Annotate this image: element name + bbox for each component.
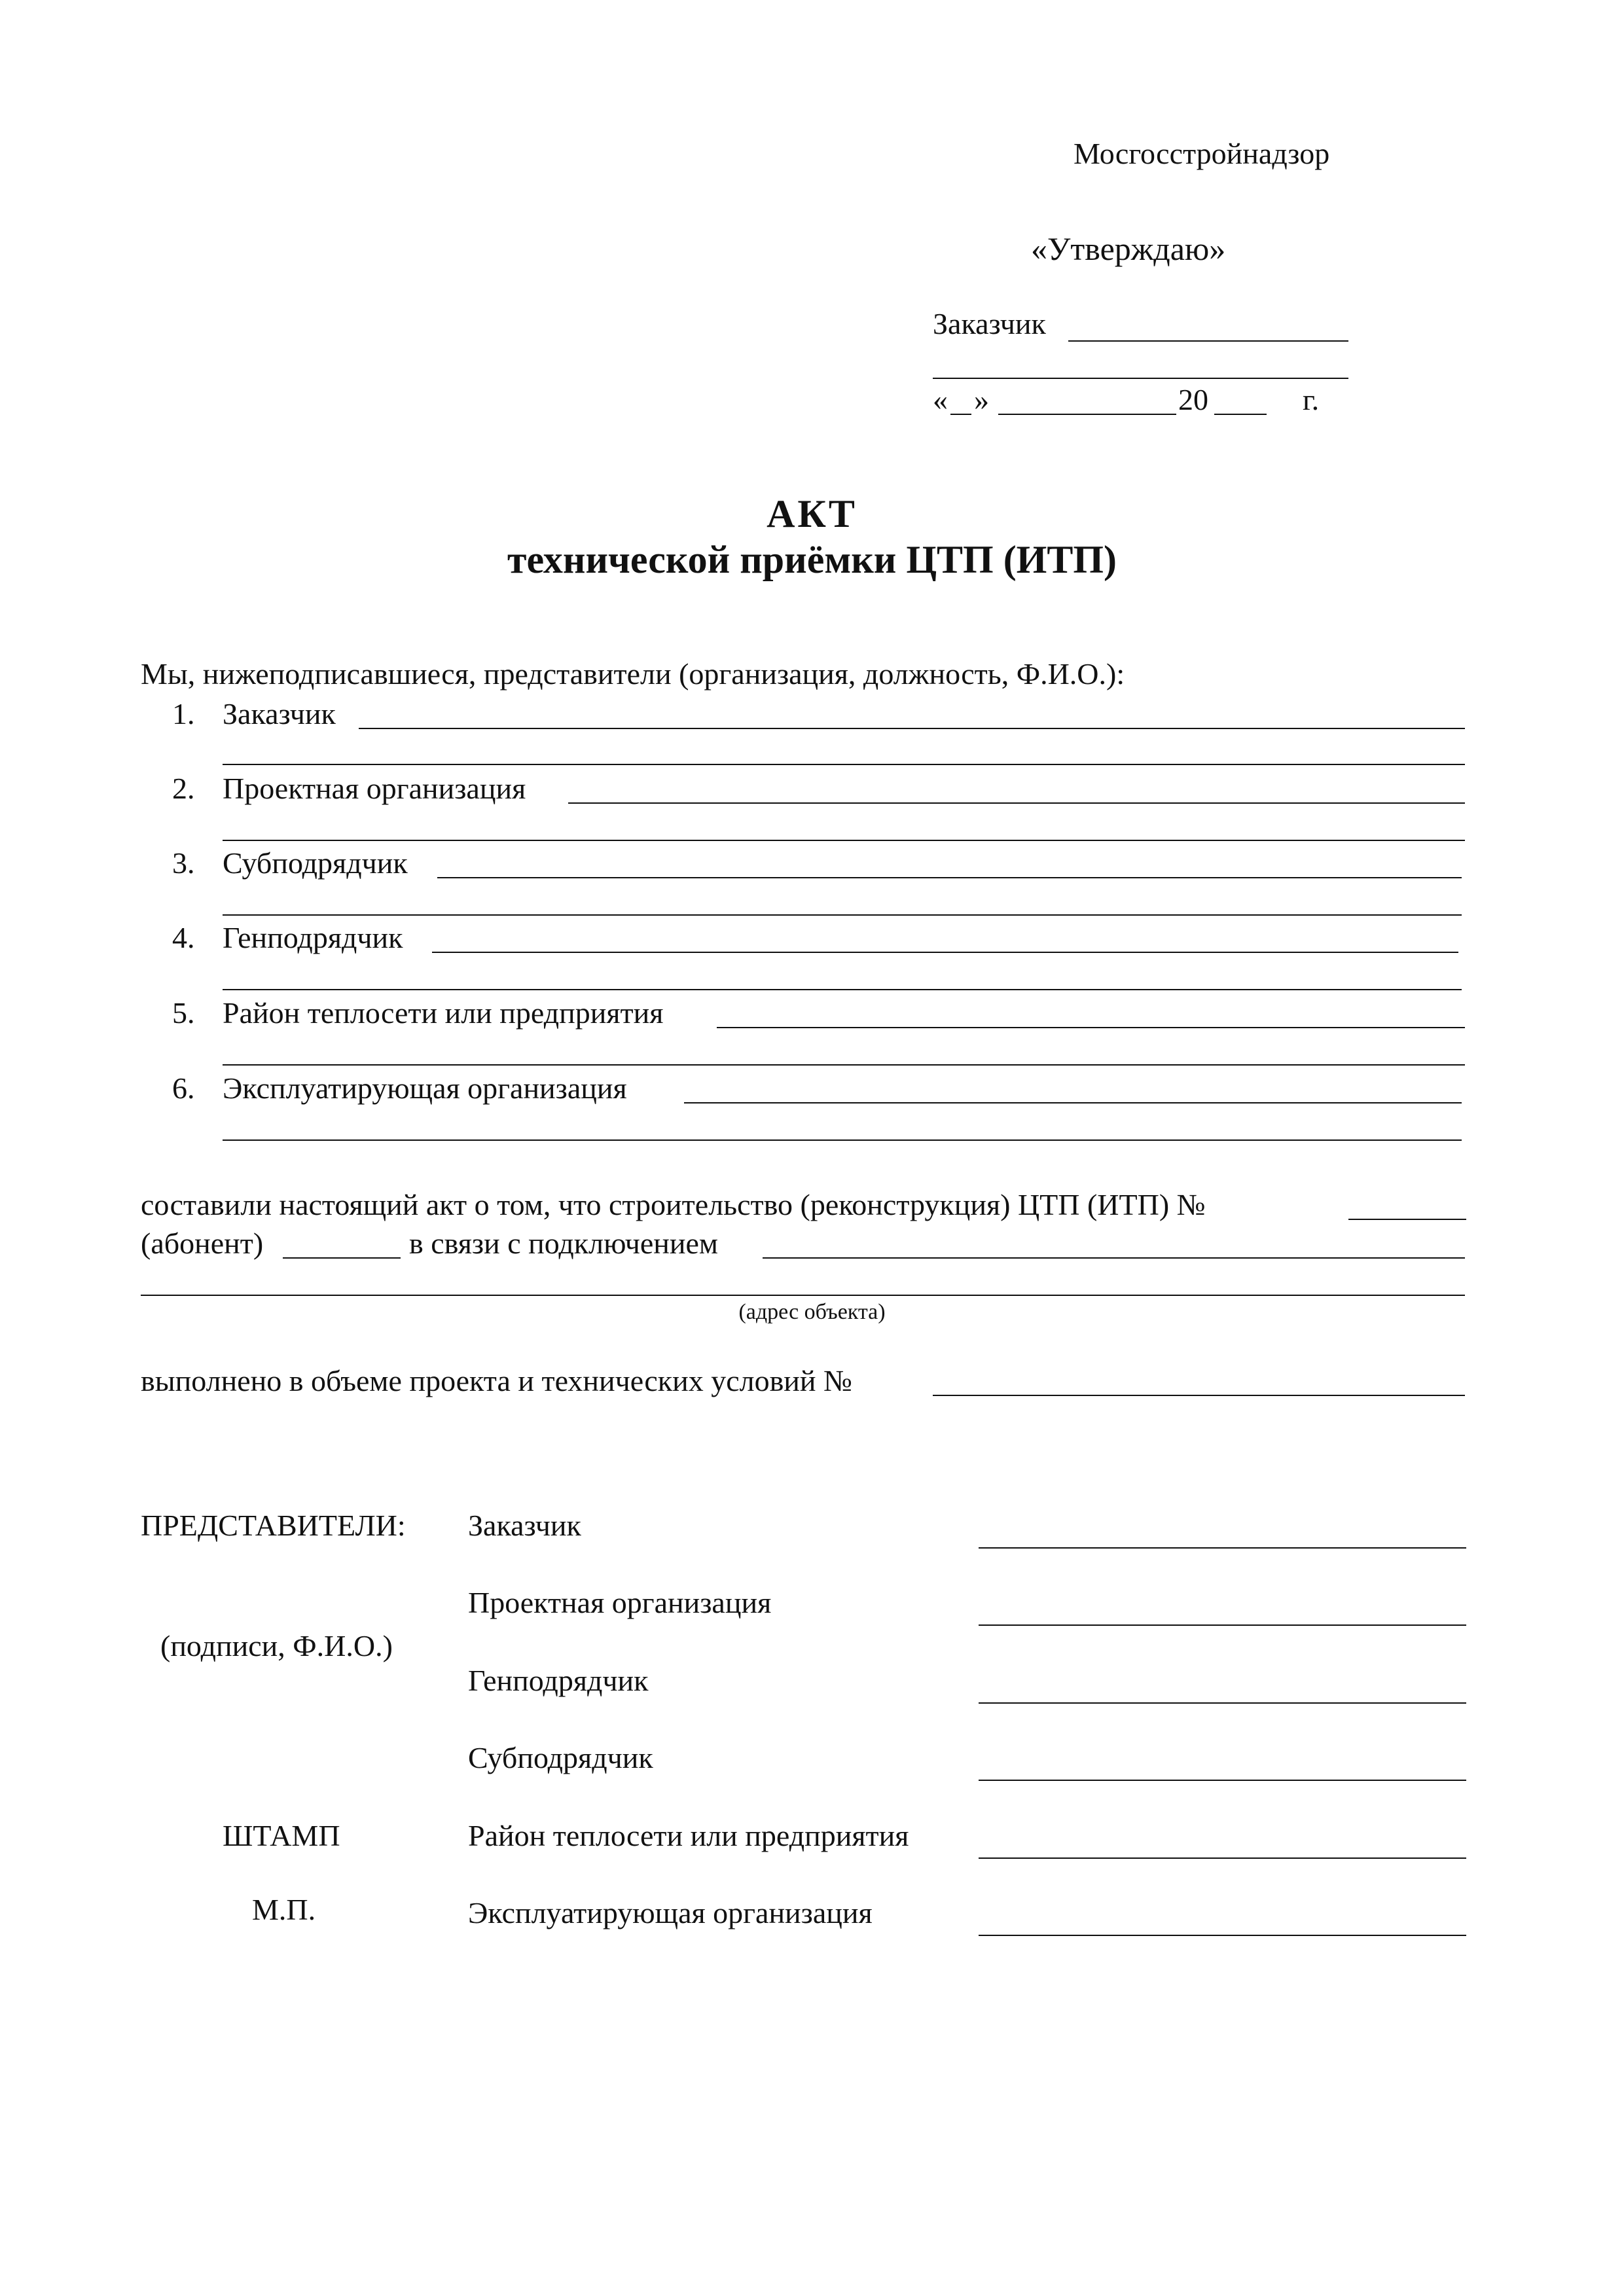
ctp-number-line[interactable] — [1348, 1219, 1466, 1220]
participant-label: Генподрядчик — [223, 921, 403, 954]
participant-line[interactable] — [432, 952, 1458, 953]
signature-role: Проектная организация — [468, 1586, 772, 1619]
participant-number: 2. — [172, 772, 195, 805]
address-caption: (адрес объекта) — [738, 1300, 886, 1324]
date-year-suffix: г. — [1303, 383, 1320, 416]
participant-line-2[interactable] — [223, 989, 1462, 990]
abonent-line[interactable] — [283, 1257, 401, 1259]
date-open-quote: « — [933, 383, 948, 416]
participant-line[interactable] — [568, 802, 1465, 804]
agency-name: Мосгосстройнадзор — [1074, 137, 1330, 170]
abonent-label: (абонент) — [141, 1227, 264, 1260]
signature-role: Генподрядчик — [468, 1664, 649, 1697]
signature-role: Район теплосети или предприятия — [468, 1819, 909, 1852]
participant-line[interactable] — [717, 1027, 1465, 1028]
participant-number: 4. — [172, 921, 195, 954]
signature-line[interactable] — [979, 1702, 1466, 1704]
document-title: АКТ — [767, 492, 857, 535]
date-close-quote: » — [974, 383, 989, 416]
signature-note: (подписи, Ф.И.О.) — [160, 1629, 393, 1662]
participant-label: Район теплосети или предприятия — [223, 996, 664, 1030]
conditions-number-line[interactable] — [933, 1395, 1465, 1396]
date-day-line[interactable] — [950, 414, 971, 415]
date-year-line[interactable] — [1214, 414, 1267, 415]
signature-role: Эксплуатирующая организация — [468, 1896, 873, 1929]
participant-number: 3. — [172, 846, 195, 880]
seal-label: М.П. — [252, 1893, 316, 1926]
participant-line-2[interactable] — [223, 840, 1465, 841]
header-customer-line-2[interactable] — [933, 378, 1348, 379]
completed-text: выполнено в объеме проекта и технических условий № — [141, 1364, 852, 1397]
signature-role: Заказчик — [468, 1509, 581, 1542]
signature-line[interactable] — [979, 1935, 1466, 1936]
representatives-heading: ПРЕДСТАВИТЕЛИ: — [141, 1509, 406, 1542]
participant-number: 5. — [172, 996, 195, 1030]
participant-number: 6. — [172, 1071, 195, 1105]
signature-role: Субподрядчик — [468, 1741, 653, 1774]
signature-line[interactable] — [979, 1624, 1466, 1626]
participant-label: Эксплуатирующая организация — [223, 1071, 627, 1105]
participant-line-2[interactable] — [223, 1064, 1465, 1066]
signature-line[interactable] — [979, 1857, 1466, 1859]
participant-line[interactable] — [437, 877, 1462, 878]
document-subtitle: технической приёмки ЦТП (ИТП) — [507, 538, 1117, 581]
participant-line-2[interactable] — [223, 1139, 1462, 1141]
date-month-line[interactable] — [998, 414, 1176, 415]
header-customer-label: Заказчик — [933, 307, 1046, 340]
connection-line[interactable] — [763, 1257, 1465, 1259]
participant-line-2[interactable] — [223, 914, 1462, 916]
participant-number: 1. — [172, 697, 195, 730]
address-line[interactable] — [141, 1295, 1465, 1296]
participant-line[interactable] — [684, 1102, 1462, 1103]
participant-line-2[interactable] — [223, 764, 1465, 765]
participant-label: Заказчик — [223, 697, 336, 730]
intro-text: Мы, нижеподписавшиеся, представители (организация, должность, Ф.И.О.): — [141, 657, 1125, 691]
participant-label: Субподрядчик — [223, 846, 408, 880]
body-statement: составили настоящий акт о том, что строительство (реконструкция) ЦТП (ИТП) № — [141, 1188, 1206, 1221]
date-year-prefix: 20 — [1178, 383, 1208, 416]
participant-line[interactable] — [359, 728, 1465, 729]
header-customer-line[interactable] — [1068, 340, 1348, 342]
approve-heading: «Утверждаю» — [1031, 230, 1226, 267]
stamp-label: ШТАМП — [223, 1819, 340, 1852]
connection-label: в связи с подключением — [409, 1227, 719, 1260]
signature-line[interactable] — [979, 1547, 1466, 1549]
participant-label: Проектная организация — [223, 772, 526, 805]
signature-line[interactable] — [979, 1780, 1466, 1781]
